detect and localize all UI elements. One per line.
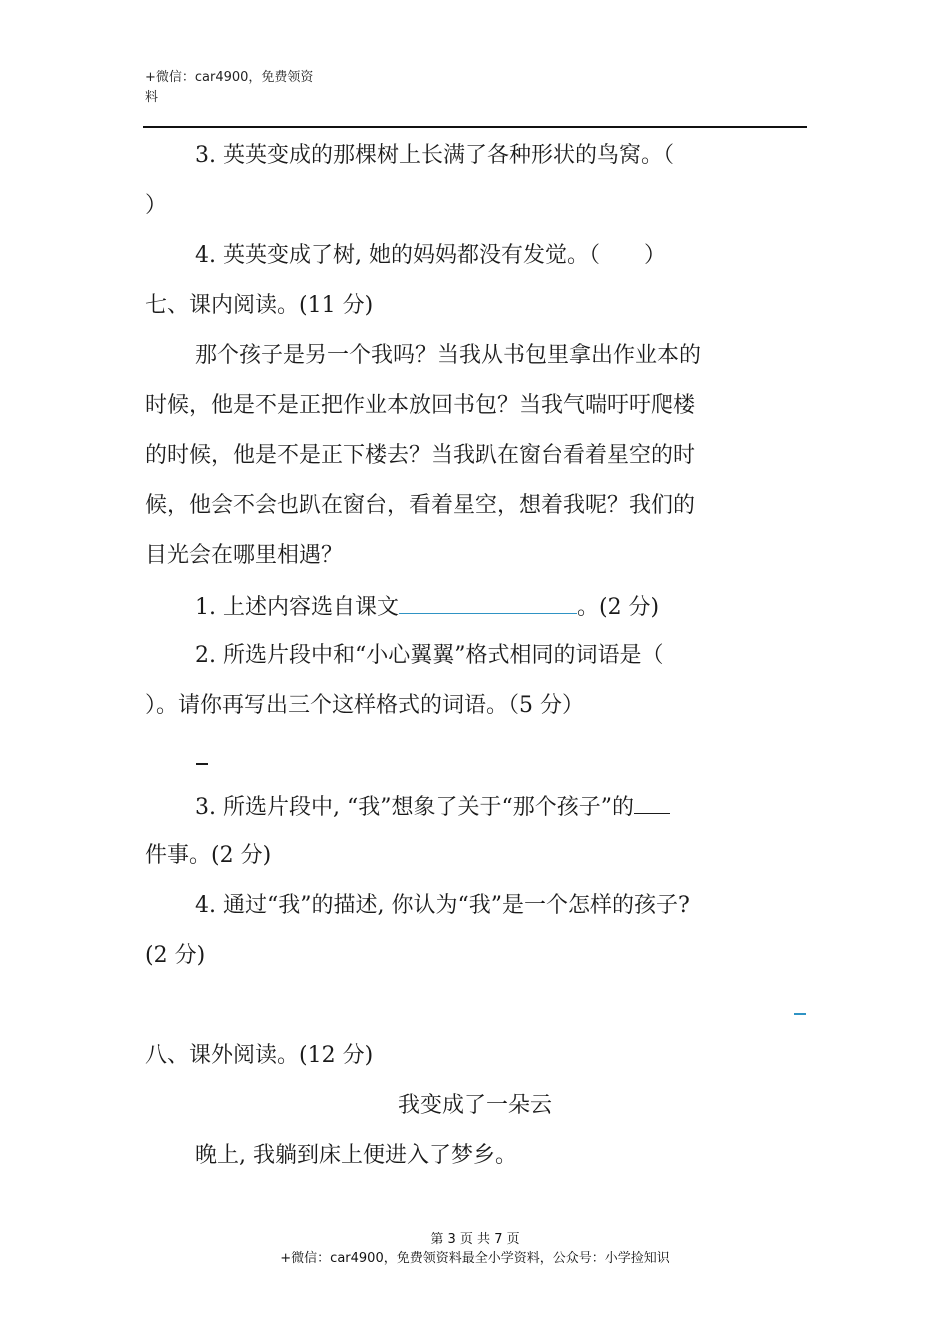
s7-q2-line1: 2. 所选片段中和“小心翼翼”格式相同的词语是（ <box>195 643 664 668</box>
q3-line2: ） <box>145 193 168 218</box>
s7-q4-answer-blank[interactable] <box>794 1013 806 1015</box>
s7-q4-line2: (2 分) <box>145 943 206 968</box>
s7-q3-line2: 件事。(2 分) <box>145 843 272 868</box>
footer-watermark: +微信：car4900，免费领资料最全小学资料，公众号：小学捡知识 <box>280 1251 670 1266</box>
passage-line: 时候，他是不是正把作业本放回书包？当我气喘吁吁爬楼 <box>145 393 696 418</box>
passage-line: 候，他会不会也趴在窗台，看着星空，想着我呢？我们的 <box>145 493 696 518</box>
s7-q3-line1 <box>195 791 670 823</box>
section8-title: 八、课外阅读。(12 分) <box>145 1043 374 1068</box>
s7-q4-line1: 4. 通过“我”的描述, 你认为“我”是一个怎样的孩子? <box>195 893 690 918</box>
header-watermark-line2: 料 <box>145 90 159 105</box>
page-indicator: 第 3 页 共 7 页 <box>430 1232 520 1247</box>
s7-q1-answer-blank[interactable] <box>399 591 577 614</box>
s7-q3-prefix: 3. 所选片段中, “我”想象了关于“那个孩子”的 <box>195 795 634 820</box>
story-first-line: 晚上, 我躺到床上便进入了梦乡。 <box>195 1143 517 1168</box>
s7-q2-answer-blank[interactable] <box>196 763 208 765</box>
section7-title: 七、课内阅读。(11 分) <box>145 293 374 318</box>
header-watermark <box>145 68 345 108</box>
s7-q3-answer-blank[interactable] <box>634 791 670 814</box>
s7-q2-line2: ）。请你再写出三个这样格式的词语。（5 分） <box>145 693 584 718</box>
story-title: 我变成了一朵云 <box>397 1093 552 1118</box>
passage-line: 的时候，他是不是正下楼去？当我趴在窗台看着星空的时 <box>145 443 696 468</box>
passage-line: 那个孩子是另一个我吗？当我从书包里拿出作业本的 <box>195 343 702 368</box>
passage-line: 目光会在哪里相遇？ <box>145 543 344 568</box>
s7-q1-line <box>195 591 659 623</box>
q3-line1: 3. 英英变成的那棵树上长满了各种形状的鸟窝。（ <box>195 143 674 168</box>
header-watermark-line1: +微信：car4900，免费领资 <box>145 70 314 85</box>
s7-q1-prefix: 1. 上述内容选自课文 <box>195 595 399 620</box>
s7-q1-suffix: 。(2 分) <box>576 595 660 620</box>
header-rule <box>143 126 807 128</box>
q4-line: 4. 英英变成了树, 她的妈妈都没有发觉。（ ） <box>195 243 666 268</box>
